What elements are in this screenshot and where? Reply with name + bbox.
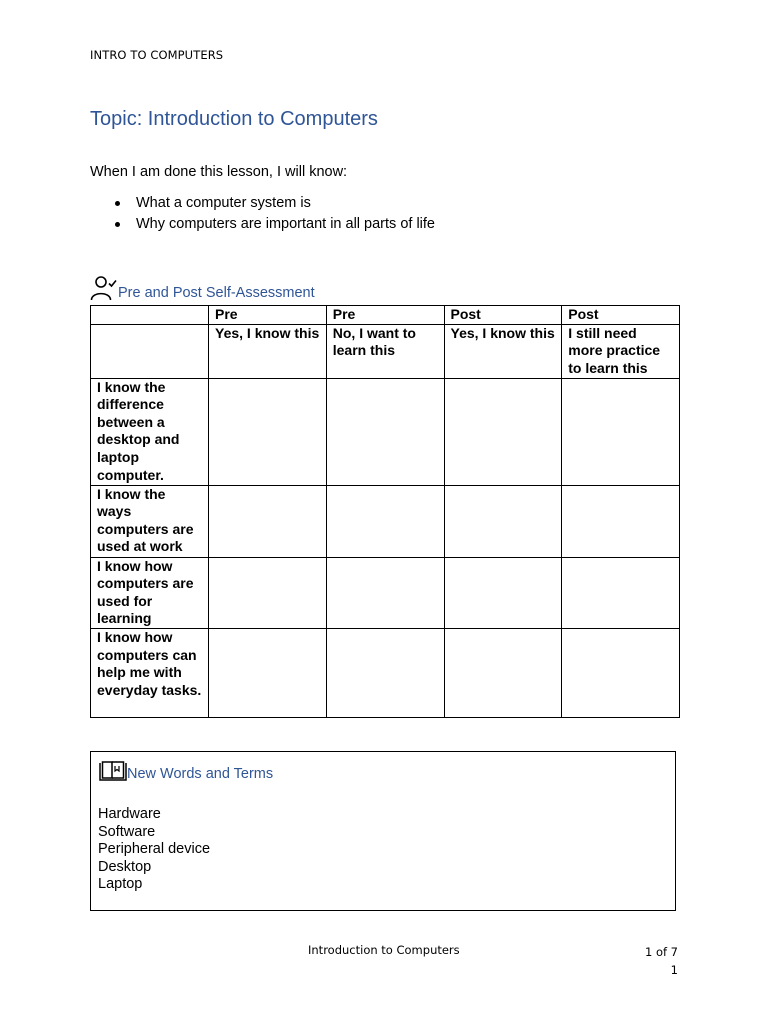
new-words-box	[90, 751, 676, 911]
running-head: INTRO TO COMPUTERS	[90, 48, 224, 62]
page-title: Topic: Introduction to Computers	[90, 108, 378, 130]
check-cell[interactable]	[326, 628, 444, 717]
check-cell[interactable]	[326, 557, 444, 628]
table-row	[91, 485, 680, 557]
column-header: Pre	[326, 306, 444, 325]
table-row	[91, 378, 680, 485]
self-assessment-heading	[90, 274, 315, 302]
column-subheader: I still need more practice to learn this	[562, 324, 680, 378]
check-cell[interactable]	[562, 557, 680, 628]
check-cell[interactable]	[562, 485, 680, 557]
page-number: 1	[670, 963, 678, 977]
objectives-list	[113, 193, 435, 235]
objective-item: Why computers are important in all parts of life	[113, 214, 435, 235]
check-cell[interactable]	[444, 557, 562, 628]
term-item: Laptop	[98, 876, 143, 893]
self-assessment-table	[90, 305, 680, 718]
check-cell[interactable]	[444, 485, 562, 557]
terms-list	[98, 806, 210, 894]
table-row	[91, 628, 680, 717]
check-cell[interactable]	[209, 557, 327, 628]
check-cell[interactable]	[326, 378, 444, 485]
table-corner-cell	[91, 306, 209, 325]
objective-item: What a computer system is	[113, 193, 435, 214]
new-words-heading	[99, 759, 273, 783]
term-item: Desktop	[98, 858, 152, 875]
term-item: Peripheral device	[98, 841, 211, 858]
person-check-icon	[90, 274, 118, 302]
table-row	[91, 557, 680, 628]
book-icon	[99, 759, 127, 783]
term-item: Hardware	[98, 806, 161, 822]
table-header-row	[91, 306, 680, 325]
footer-page-info	[645, 943, 678, 979]
row-label: I know how computers are used for learning	[91, 557, 209, 628]
page-of: 1 of 7	[644, 945, 678, 959]
check-cell[interactable]	[444, 628, 562, 717]
column-subheader: Yes, I know this	[444, 324, 562, 378]
check-cell[interactable]	[209, 378, 327, 485]
new-words-title: New Words and Terms	[127, 766, 274, 782]
column-header: Pre	[209, 306, 327, 325]
term-item: Software	[98, 823, 156, 840]
row-label: I know the difference between a desktop and laptop computer.	[91, 378, 209, 485]
footer-title: Introduction to Computers	[308, 943, 460, 957]
row-label: I know how computers can help me with everyday tasks.	[91, 628, 209, 717]
check-cell[interactable]	[209, 485, 327, 557]
check-cell[interactable]	[562, 628, 680, 717]
column-subheader: Yes, I know this	[209, 324, 327, 378]
row-label: I know the ways computers are used at work	[91, 485, 209, 557]
check-cell[interactable]	[326, 485, 444, 557]
check-cell[interactable]	[444, 378, 562, 485]
check-cell[interactable]	[562, 378, 680, 485]
column-header: Post	[562, 306, 680, 325]
table-subheader-row	[91, 324, 680, 378]
column-header: Post	[444, 306, 562, 325]
self-assessment-title: Pre and Post Self-Assessment	[118, 285, 315, 301]
check-cell[interactable]	[209, 628, 327, 717]
column-subheader: No, I want to learn this	[326, 324, 444, 378]
intro-text: When I am done this lesson, I will know:	[90, 164, 348, 180]
table-empty-cell	[91, 324, 209, 378]
